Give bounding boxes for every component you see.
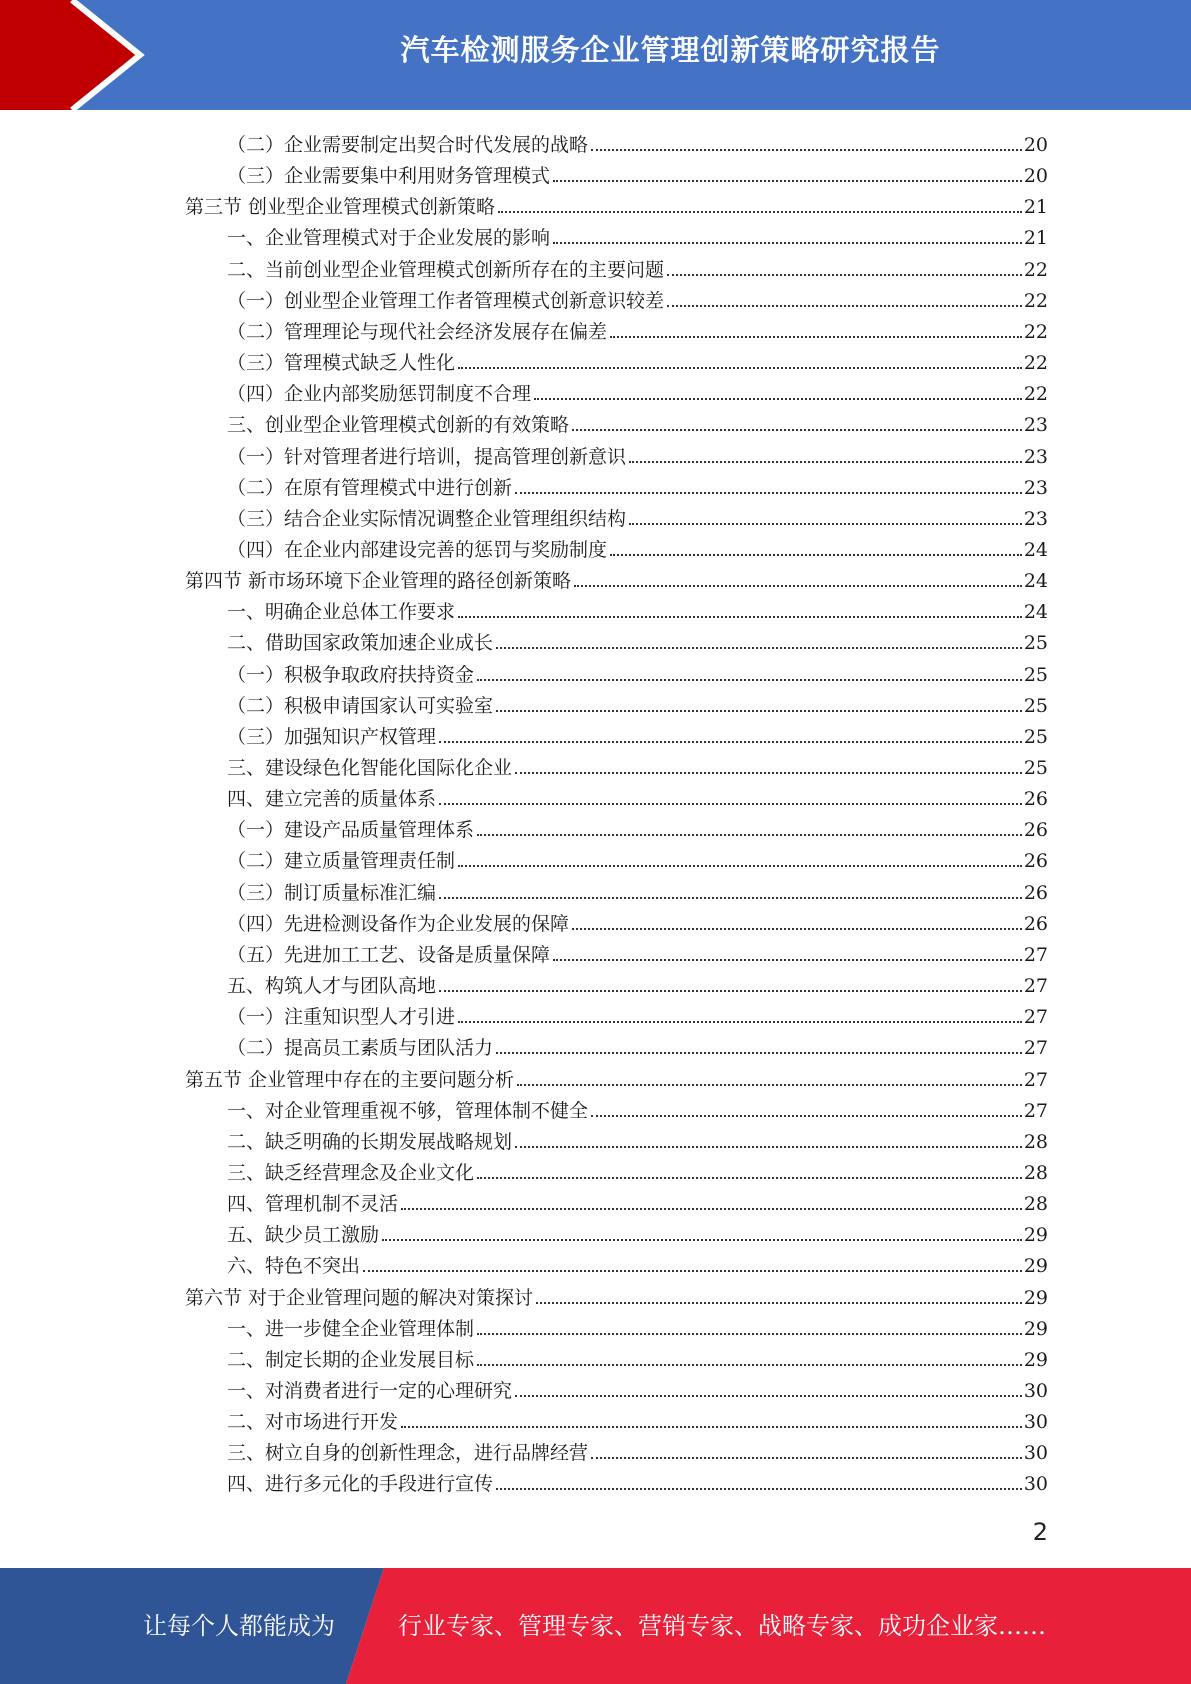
toc-entry-page: 21	[1023, 196, 1048, 219]
toc-entry-title: 一、明确企业总体工作要求	[227, 601, 456, 624]
toc-entry-title: 四、建立完善的质量体系	[227, 788, 437, 811]
toc-dot-leader	[439, 896, 1022, 899]
toc-entry-title: （一）积极争取政府扶持资金	[227, 663, 475, 686]
toc-entry-title: （二）管理理论与现代社会经济发展存在偏差	[227, 320, 608, 343]
toc-entry-page: 26	[1023, 788, 1048, 811]
toc-entry[interactable]	[227, 593, 1048, 624]
page-header	[0, 0, 1191, 110]
toc-entry[interactable]	[227, 656, 1048, 687]
toc-entry-title: 第六节 对于企业管理问题的解决对策探讨	[185, 1286, 534, 1309]
toc-entry-page: 29	[1023, 1317, 1048, 1340]
toc-dot-leader	[458, 1020, 1022, 1023]
toc-dot-leader	[477, 678, 1022, 681]
toc-entry-title: 四、管理机制不灵活	[227, 1193, 399, 1216]
toc-entry-title: 五、缺少员工激励	[227, 1224, 380, 1247]
toc-entry-title: 二、借助国家政策加速企业成长	[227, 632, 494, 655]
toc-entry-page: 27	[1023, 1037, 1048, 1060]
page-number: 2	[1032, 1518, 1048, 1546]
toc-entry[interactable]	[227, 1372, 1048, 1403]
toc-entry-title: 二、制定长期的企业发展目标	[227, 1348, 475, 1371]
toc-entry-title: （一）注重知识型人才引进	[227, 1006, 456, 1029]
toc-entry-title: （三）结合企业实际情况调整企业管理组织结构	[227, 507, 627, 530]
toc-entry[interactable]	[227, 1310, 1048, 1341]
toc-entry[interactable]	[227, 749, 1048, 780]
toc-entry[interactable]	[227, 438, 1048, 469]
toc-entry[interactable]	[227, 251, 1048, 282]
toc-dot-leader	[515, 1394, 1022, 1397]
toc-entry[interactable]	[227, 1247, 1048, 1278]
toc-entry[interactable]	[227, 1154, 1048, 1185]
toc-entry-page: 26	[1023, 850, 1048, 873]
toc-entry-page: 29	[1023, 1224, 1048, 1247]
toc-entry[interactable]	[227, 1465, 1048, 1496]
toc-dot-leader	[477, 1332, 1022, 1335]
toc-dot-leader	[458, 615, 1022, 618]
toc-entry-title: （二）在原有管理模式中进行创新	[227, 476, 513, 499]
toc-entry-title: （一）针对管理者进行培训，提高管理创新意识	[227, 445, 627, 468]
toc-entry-title: 三、树立自身的创新性理念，进行品牌经营	[227, 1442, 589, 1465]
toc-dot-leader	[515, 1145, 1022, 1148]
toc-dot-leader	[553, 241, 1022, 244]
toc-dot-leader	[401, 1425, 1022, 1428]
toc-entry-page: 29	[1023, 1348, 1048, 1371]
toc-entry[interactable]	[227, 687, 1048, 718]
toc-entry-page: 21	[1023, 227, 1048, 250]
toc-entry[interactable]	[227, 282, 1048, 313]
toc-entry-title: （四）先进检测设备作为企业发展的保障	[227, 912, 570, 935]
toc-entry-page: 26	[1023, 819, 1048, 842]
toc-dot-leader	[610, 335, 1022, 338]
toc-dot-leader	[477, 1176, 1022, 1179]
toc-dot-leader	[401, 1207, 1022, 1210]
toc-dot-leader	[477, 833, 1022, 836]
toc-entry-page: 28	[1023, 1161, 1048, 1184]
toc-entry[interactable]	[227, 469, 1048, 500]
toc-entry-page: 23	[1023, 507, 1048, 530]
toc-entry-page: 27	[1023, 975, 1048, 998]
toc-entry[interactable]	[227, 219, 1048, 250]
toc-entry-page: 25	[1023, 725, 1048, 748]
toc-entry-page: 23	[1023, 445, 1048, 468]
footer-slogan-left: 让每个人都能成为	[143, 1612, 335, 1640]
toc-entry-page: 27	[1023, 1099, 1048, 1122]
page-footer	[0, 1568, 1191, 1684]
toc-entry-title: 三、缺乏经营理念及企业文化	[227, 1161, 475, 1184]
toc-entry[interactable]	[227, 406, 1048, 437]
toc-entry-page: 22	[1023, 320, 1048, 343]
toc-dot-leader	[629, 460, 1022, 463]
toc-entry-title: 第五节 企业管理中存在的主要问题分析	[185, 1068, 515, 1091]
toc-dot-leader	[439, 802, 1022, 805]
toc-entry-page: 30	[1023, 1411, 1048, 1434]
toc-dot-leader	[536, 1301, 1022, 1304]
toc-entry-page: 24	[1023, 601, 1048, 624]
toc-entry[interactable]	[227, 313, 1048, 344]
toc-entry-page: 30	[1023, 1380, 1048, 1402]
toc-dot-leader	[629, 522, 1022, 525]
toc-entry[interactable]	[227, 1434, 1048, 1465]
toc-entry-page: 25	[1023, 694, 1048, 717]
toc-dot-leader	[496, 1051, 1022, 1054]
toc-entry-page: 25	[1023, 757, 1048, 779]
footer-slogan-right: 行业专家、管理专家、营销专家、战略专家、成功企业家……	[398, 1612, 1046, 1640]
toc-entry-title: （二）提高员工素质与团队活力	[227, 1037, 494, 1060]
toc-entry[interactable]	[227, 1341, 1048, 1372]
toc-entry[interactable]	[227, 905, 1048, 936]
toc-dot-leader	[496, 1487, 1022, 1490]
toc-entry-title: 四、进行多元化的手段进行宣传	[227, 1473, 494, 1496]
toc-dot-leader	[498, 210, 1022, 213]
toc-entry[interactable]	[227, 936, 1048, 967]
toc-entry[interactable]	[185, 1279, 1048, 1310]
toc-entry-page: 27	[1023, 943, 1048, 966]
toc-entry-page: 22	[1023, 289, 1048, 312]
toc-entry-title: 二、对市场进行开发	[227, 1411, 399, 1434]
toc-entry[interactable]	[227, 1123, 1048, 1154]
toc-entry[interactable]	[227, 1029, 1048, 1060]
toc-entry-title: （五）先进加工工艺、设备是质量保障	[227, 943, 551, 966]
toc-dot-leader	[458, 864, 1022, 867]
toc-entry-title: （三）企业需要集中利用财务管理模式	[227, 165, 551, 188]
toc-entry-title: （二）积极申请国家认可实验室	[227, 694, 494, 717]
toc-entry-title: 二、缺乏明确的长期发展战略规划	[227, 1130, 513, 1153]
toc-entry-title: 第三节 创业型企业管理模式创新策略	[185, 196, 496, 219]
toc-entry-title: （一）建设产品质量管理体系	[227, 819, 475, 842]
toc-dot-leader	[553, 179, 1022, 182]
toc-entry[interactable]	[185, 188, 1048, 219]
toc-dot-leader	[477, 1363, 1022, 1366]
toc-entry-page: 26	[1023, 912, 1048, 935]
toc-dot-leader	[439, 740, 1022, 743]
toc-entry-page: 30	[1023, 1473, 1048, 1496]
toc-entry-page: 22	[1023, 258, 1048, 281]
toc-entry-title: 第四节 新市场环境下企业管理的路径创新策略	[185, 570, 572, 593]
toc-entry-title: 六、特色不突出	[227, 1255, 361, 1278]
toc-entry-page: 29	[1023, 1286, 1048, 1309]
toc-entry-page: 23	[1023, 414, 1048, 437]
toc-entry-title: 一、对消费者进行一定的心理研究	[227, 1380, 513, 1402]
toc-entry-page: 20	[1023, 134, 1048, 156]
toc-dot-leader	[439, 989, 1022, 992]
toc-entry[interactable]	[227, 1216, 1048, 1247]
toc-entry-page: 23	[1023, 476, 1048, 499]
toc-dot-leader	[458, 366, 1022, 369]
toc-entry[interactable]	[227, 1403, 1048, 1434]
toc-entry[interactable]	[227, 874, 1048, 905]
toc-entry[interactable]	[227, 375, 1048, 406]
toc-entry[interactable]	[185, 1061, 1048, 1092]
toc-entry[interactable]	[227, 624, 1048, 655]
toc-entry[interactable]	[227, 842, 1048, 873]
toc-dot-leader	[496, 709, 1022, 712]
toc-entry-page: 25	[1023, 632, 1048, 655]
toc-dot-leader	[515, 771, 1022, 774]
toc-dot-leader	[610, 553, 1022, 556]
toc-dot-leader	[591, 148, 1022, 151]
toc-entry[interactable]	[185, 562, 1048, 593]
toc-entry-title: （三）加强知识产权管理	[227, 725, 437, 748]
toc-entry-title: 三、创业型企业管理模式创新的有效策略	[227, 414, 570, 437]
toc-dot-leader	[667, 273, 1022, 276]
toc-entry-page: 24	[1023, 570, 1048, 593]
toc-entry-page: 25	[1023, 663, 1048, 686]
toc-entry[interactable]	[227, 531, 1048, 562]
toc-entry[interactable]	[227, 344, 1048, 375]
toc-entry-title: 五、构筑人才与团队高地	[227, 975, 437, 998]
toc-entry-page: 27	[1023, 1006, 1048, 1029]
toc-dot-leader	[515, 491, 1022, 494]
toc-entry[interactable]	[227, 1185, 1048, 1216]
toc-entry-title: （二）企业需要制定出契合时代发展的战略	[227, 134, 589, 156]
document-title: 汽车检测服务企业管理创新策略研究报告	[400, 33, 941, 67]
toc-entry-page: 20	[1023, 165, 1048, 188]
toc-entry-title: 一、对企业管理重视不够，管理体制不健全	[227, 1099, 589, 1122]
toc-entry-title: 三、建设绿色化智能化国际化企业	[227, 757, 513, 779]
toc-entry-page: 29	[1023, 1255, 1048, 1278]
toc-entry[interactable]	[227, 126, 1048, 157]
toc-dot-leader	[591, 1114, 1022, 1117]
toc-entry-page: 24	[1023, 538, 1048, 561]
toc-entry-page: 27	[1023, 1068, 1048, 1091]
toc-entry[interactable]	[227, 811, 1048, 842]
toc-dot-leader	[363, 1269, 1022, 1272]
toc-entry-title: （三）制订质量标准汇编	[227, 881, 437, 904]
toc-dot-leader	[667, 304, 1022, 307]
toc-dot-leader	[382, 1238, 1022, 1241]
toc-dot-leader	[553, 958, 1022, 961]
toc-dot-leader	[572, 927, 1022, 930]
toc-entry[interactable]	[227, 157, 1048, 188]
toc-entry[interactable]	[227, 1092, 1048, 1123]
toc-dot-leader	[496, 646, 1022, 649]
toc-entry-page: 26	[1023, 881, 1048, 904]
toc-entry-page: 28	[1023, 1130, 1048, 1153]
toc-entry-page: 22	[1023, 383, 1048, 406]
toc-entry-title: （三）管理模式缺乏人性化	[227, 352, 456, 375]
toc-entry[interactable]	[227, 967, 1048, 998]
toc-entry-title: （二）建立质量管理责任制	[227, 850, 456, 873]
toc-entry-title: 一、企业管理模式对于企业发展的影响	[227, 227, 551, 250]
toc-entry-page: 28	[1023, 1193, 1048, 1216]
toc-entry-title: 二、当前创业型企业管理模式创新所存在的主要问题	[227, 258, 665, 281]
toc-entry[interactable]	[227, 998, 1048, 1029]
toc-dot-leader	[574, 584, 1022, 587]
toc-entry[interactable]	[227, 780, 1048, 811]
toc-entry-title: 一、进一步健全企业管理体制	[227, 1317, 475, 1340]
toc-entry-page: 22	[1023, 352, 1048, 375]
toc-dot-leader	[572, 428, 1022, 431]
toc-entry-title: （一）创业型企业管理工作者管理模式创新意识较差	[227, 289, 665, 312]
toc-entry[interactable]	[227, 500, 1048, 531]
toc-dot-leader	[591, 1456, 1022, 1459]
toc-dot-leader	[517, 1083, 1022, 1086]
toc-entry-page: 30	[1023, 1442, 1048, 1465]
toc-entry-title: （四）在企业内部建设完善的惩罚与奖励制度	[227, 538, 608, 561]
toc-dot-leader	[534, 397, 1022, 400]
toc-entry-title: （四）企业内部奖励惩罚制度不合理	[227, 383, 532, 406]
toc-entry[interactable]	[227, 718, 1048, 749]
